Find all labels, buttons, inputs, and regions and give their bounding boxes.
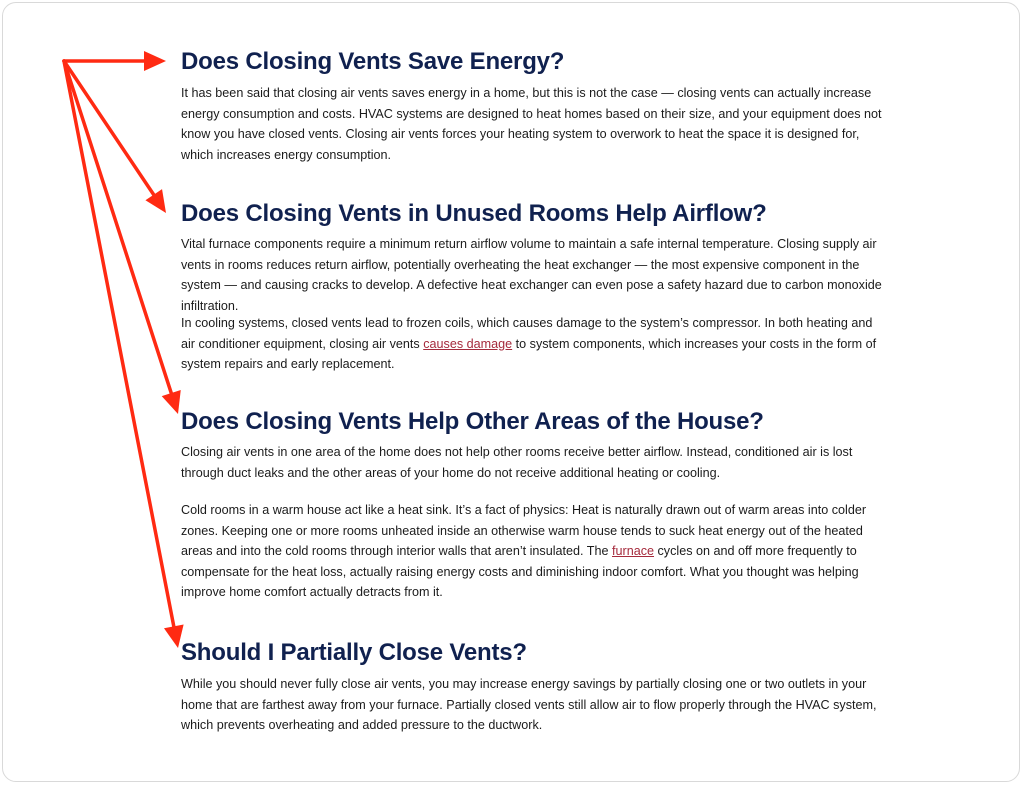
paragraph-text: In cooling systems, closed vents lead to frozen coils, which causes damage to the system’s compressor. In both heating and air conditioner equipment, closing air vents xyxy=(181,316,873,351)
paragraph-closing-vents-one-area xyxy=(181,442,887,483)
paragraph-heat-sink xyxy=(181,500,887,603)
paragraph-text: cycles on and off more frequently to compensate for the heat loss, actually raising energy costs and diminishing indoor comfort. What you thought was helping improve home comfort actually detracts from it. xyxy=(181,544,859,600)
arrow-to-unused-rooms-head xyxy=(145,189,166,213)
paragraph-text: Cold rooms in a warm house act like a heat sink. It’s a fact of physics: Heat is naturally drawn out of warm areas into colder zones. Keeping one or more rooms unheated inside an otherwise warm house tends to suck heat energy out of the heated areas and into the cold rooms through interior walls that aren’t insulated. The xyxy=(181,503,867,559)
arrow-to-save-energy-head xyxy=(144,51,166,71)
heading-save-energy: Does Closing Vents Save Energy? xyxy=(181,48,565,75)
heading-partially-close: Should I Partially Close Vents? xyxy=(181,639,527,666)
paragraph-text: It has been said that closing air vents saves energy in a home, but this is not the case — closing vents can actually increase energy consumption and costs. HVAC systems are designed to heat homes based on their size, and your equipment does not know you have closed vents. Closing air vents forces your heating system to overwork to heat the space it is designed for, which increases energy consumption. xyxy=(181,86,882,162)
furnace-link[interactable]: furnace xyxy=(612,544,655,559)
causes-damage-link[interactable]: causes damage xyxy=(423,336,513,351)
paragraph-cooling-systems xyxy=(181,313,887,375)
heading-unused-rooms: Does Closing Vents in Unused Rooms Help Airflow? xyxy=(181,200,767,227)
arrow-to-other-areas-head xyxy=(162,390,181,414)
heading-other-areas: Does Closing Vents Help Other Areas of the House? xyxy=(181,408,764,435)
paragraph-text: to system components, which increases your costs in the form of system repairs and early replacement. xyxy=(181,336,877,372)
paragraph-text: Closing air vents in one area of the home does not help other rooms receive better airflow. Instead, conditioned air is lost through duct leaks and the other areas of your home do not receive additional heating or cooling. xyxy=(181,445,853,480)
paragraph-partially-close xyxy=(181,674,887,736)
paragraph-save-energy xyxy=(181,83,887,165)
paragraph-text: Vital furnace components require a minimum return airflow volume to maintain a safe internal temperature. Closing supply air vents in rooms reduces return airflow, potentially overheating the heat exchanger — the most expensive component in the system — and causing cracks to develop. A defective heat exchanger can even pose a safety hazard due to carbon monoxide infiltration. xyxy=(181,237,882,313)
paragraph-text: While you should never fully close air vents, you may increase energy savings by partially closing one or two outlets in your home that are farthest away from your furnace. Partially closed vents still allow air to flow properly through the HVAC system, which prevents overheating and added pressure to the ductwork. xyxy=(181,677,877,733)
paragraph-furnace-components xyxy=(181,234,887,316)
